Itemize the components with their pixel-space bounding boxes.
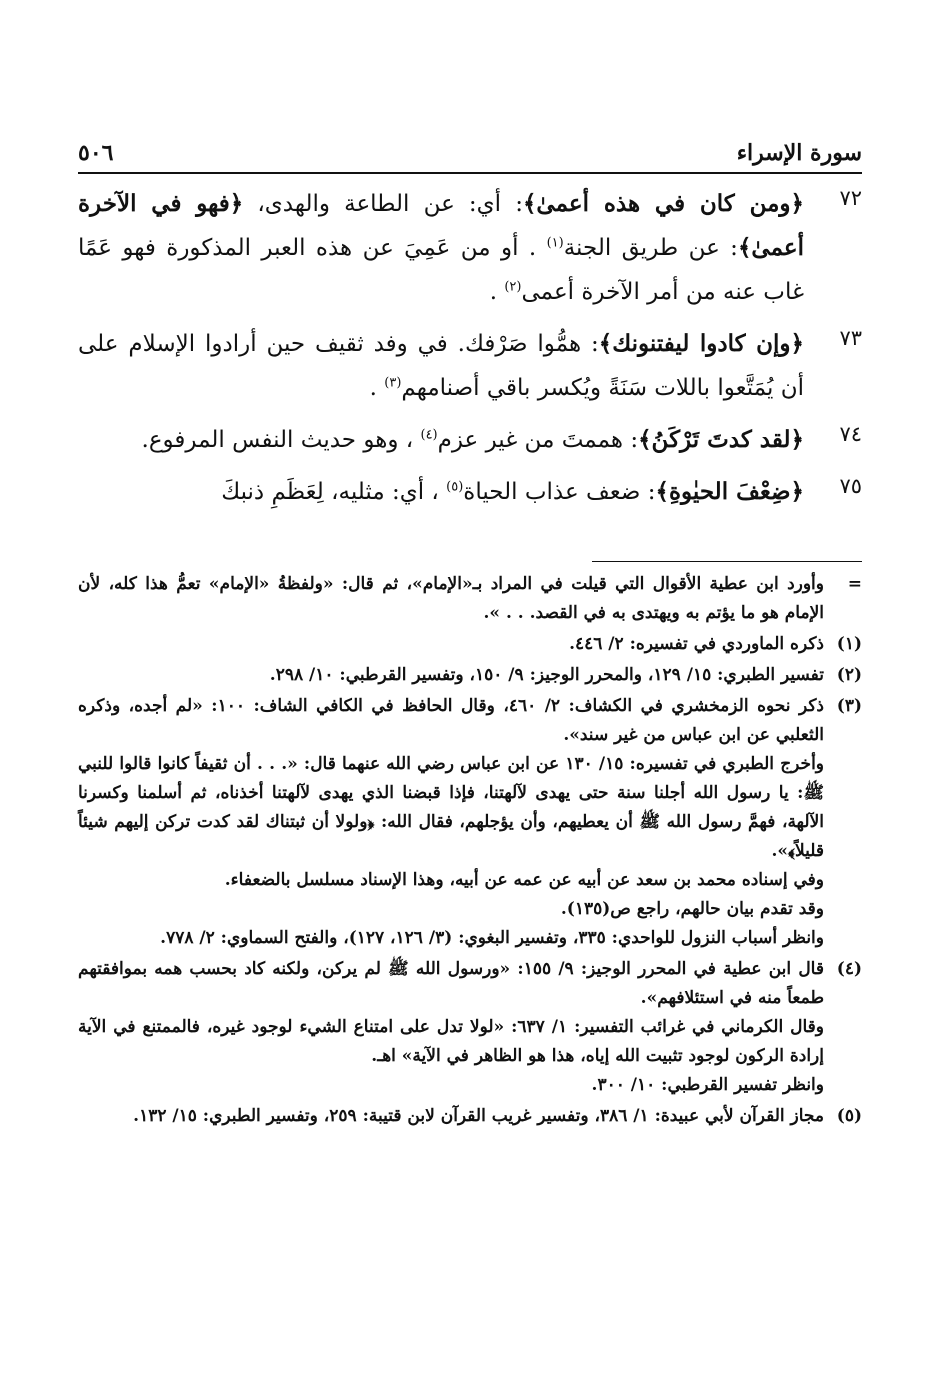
footnote-ref[interactable]: (٥) <box>446 479 464 495</box>
footnote-paragraph: قال ابن عطية في المحرر الوجيز: ٩/ ١٥٥: «ورسول الله ﷺ لم يركن، ولكنه كاد بحسب همه بموافقتهم طمعاً منه في استئلافهم». <box>78 959 824 1008</box>
verse-commentary <box>78 322 804 410</box>
footnote-item <box>78 1102 862 1131</box>
verse-commentary <box>78 470 804 514</box>
commentary-text: ، وهو حديث النفس المرفوع. <box>141 427 421 453</box>
footnote-mark: (٣) <box>836 696 862 716</box>
footnote-paragraph: ذكره الماوردي في تفسيره: ٢/ ٤٤٦. <box>569 634 824 654</box>
footnote-body <box>78 1102 824 1131</box>
quran-quote: ﴿لقد كدتَ تَرْكَنُ﴾ <box>638 426 804 453</box>
footnote-paragraph: وأورد ابن عطية الأقوال التي قيلت في المراد بـ«الإمام»، ثم قال: «ولفظةُ «الإمام» تعمُّ هذا كله، لأن الإمام هو ما يؤتم به ويهتدى به في القصد. . . ». <box>78 574 824 623</box>
commentary-text: : ضعف عذاب الحياة <box>463 479 656 505</box>
verse-entry <box>78 322 862 410</box>
footnote-separator <box>592 561 862 562</box>
footnote-body <box>78 661 824 690</box>
page-number: ٥٠٦ <box>78 140 114 166</box>
page-header <box>78 128 862 174</box>
footnote-mark: = <box>847 574 862 594</box>
footnote-body <box>78 570 824 628</box>
footnote-mark: (١) <box>836 634 862 654</box>
footnote-body <box>78 955 824 1100</box>
verse-number: ٧٢ <box>839 186 862 210</box>
commentary-text: : أي: عن الطاعة والهدى، <box>243 191 523 217</box>
footnote-ref[interactable]: (٣) <box>384 375 402 391</box>
quran-quote: ﴿فهو في الآخرة أعمىٰ﴾ <box>78 190 804 261</box>
footnote-paragraph: وانظر أسباب النزول للواحدي: ٣٣٥، وتفسير البغوي: (٣/ ١٢٦، ١٢٧)، والفتح السماوي: ٢/ ٧٧٨. <box>160 928 824 948</box>
commentary-text: : عن طريق الجنة <box>563 235 738 261</box>
footnote-ref[interactable]: (١) <box>546 235 564 251</box>
footnote-paragraph: وفي إسناده محمد بن سعد عن أبيه عن عمه عن أبيه، وهذا الإسناد مسلسل بالضعفاء. <box>224 870 824 890</box>
footnote-item <box>78 692 862 953</box>
surah-title: سورة الإسراء <box>736 140 862 166</box>
commentary-text: ، أي: مثليه، لِعَظَمِ ذنبكَ <box>221 479 447 505</box>
quran-quote: ﴿ضِعْفَ الحيٰوةِ﴾ <box>655 478 804 505</box>
commentary-text: . أو من عَمِيَ عن هذه العبر المذكورة فهو عَمًا غاب عنه من أمر الآخرة أعمى <box>78 235 804 305</box>
footnote-mark: (٤) <box>836 959 862 979</box>
verse-number: ٧٤ <box>839 422 862 446</box>
footnote-paragraph: تفسير الطبري: ١٥/ ١٢٩، والمحرر الوجيز: ٩/ ١٥٠، وتفسير القرطبي: ١٠/ ٢٩٨. <box>269 665 824 685</box>
quran-quote: ﴿وإن كادوا ليفتنونك﴾ <box>598 330 805 357</box>
verse-entry <box>78 418 862 462</box>
commentary-text: : همُّوا صَرْفك. في وفد ثقيف حين أرادوا الإسلام على أن يُمَتَّعوا باللات سَنَةً ويُكسر باقي أصنامهم <box>78 331 804 401</box>
footnote-item <box>78 955 862 1100</box>
verse-number: ٧٣ <box>839 326 862 350</box>
footnote-body <box>78 692 824 953</box>
footnote-body <box>78 630 824 659</box>
footnote-item <box>78 630 862 659</box>
footnotes <box>78 570 862 1133</box>
verse-number: ٧٥ <box>839 474 862 498</box>
verse-entry <box>78 182 862 314</box>
footnote-mark: (٥) <box>836 1106 862 1126</box>
footnote-paragraph: وانظر تفسير القرطبي: ١٠/ ٣٠٠. <box>591 1075 824 1095</box>
verse-entry <box>78 470 862 514</box>
commentary-text: . <box>489 279 505 305</box>
verse-commentary <box>78 418 804 462</box>
footnote-paragraph: وقد تقدم بيان حالهم، راجع ص(١٣٥). <box>560 899 824 919</box>
footnote-item <box>78 570 862 628</box>
footnote-paragraph: وأخرج الطبري في تفسيره: ١٥/ ١٣٠ عن ابن عباس رضي الله عنهما قال: «. . . أن ثقيفاً كانوا قالوا للنبي ﷺ: يا رسول الله أجلنا سنة حتى يهدى لآلهتنا، فإذا قبضنا الذي يهدى لآلهتنا أخذناه، ثم أسلمنا وكسرنا الآلهة، فهمَّ رسول الله ﷺ أن يعطيهم، وأن يؤجلهم، فقال الله: ﴿ولولا أن ثبتناك لقد كدت تركن إليهم شيئاً قليلاً﴾». <box>78 754 824 861</box>
commentary-text: : هممتَ من غير عزم <box>437 427 639 453</box>
commentary-text: . <box>369 375 385 401</box>
footnote-paragraph: ذكر نحوه الزمخشري في الكشاف: ٢/ ٤٦٠، وقال الحافظ في الكافي الشاف: ١٠٠: «لم أجده، وذكره الثعلبي عن ابن عباس من غير سند». <box>78 696 824 745</box>
verse-commentary <box>78 182 804 314</box>
footnote-paragraph: وقال الكرماني في غرائب التفسير: ١/ ٦٣٧: «لولا تدل على امتناع الشيء لوجود غيره، فالممتنع في الآية إرادة الركون لوجود تثبيت الله إياه، هذا هو الظاهر في الآية» اهـ. <box>78 1017 824 1066</box>
footnote-ref[interactable]: (٤) <box>420 427 438 443</box>
main-text <box>78 182 862 522</box>
quran-quote: ﴿ومن كان في هذه أعمىٰ﴾ <box>522 190 804 217</box>
footnote-item <box>78 661 862 690</box>
footnote-ref[interactable]: (٢) <box>504 279 522 295</box>
footnote-mark: (٢) <box>836 665 862 685</box>
footnote-paragraph: مجاز القرآن لأبي عبيدة: ١/ ٣٨٦، وتفسير غريب القرآن لابن قتيبة: ٢٥٩، وتفسير الطبري: ١٥/ ١٣٢. <box>133 1106 824 1126</box>
